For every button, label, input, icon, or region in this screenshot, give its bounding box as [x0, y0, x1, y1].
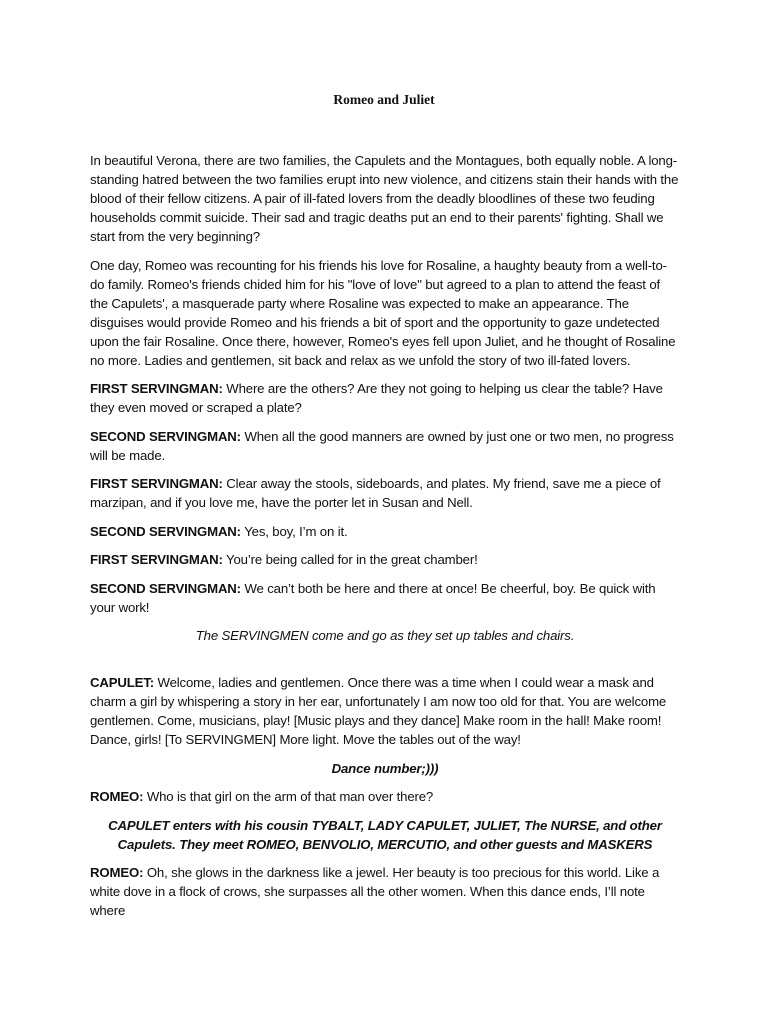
document-body	[90, 151, 680, 930]
dialogue-text: Oh, she glows in the darkness like a jewel. Her beauty is too precious for this world. Like a white dove in a flock of crows, she surpasses all the other women. When this dance ends, I’ll note where	[90, 865, 660, 918]
dialogue-text: When all the good manners are owned by just one or two men, no progress will be made.	[90, 428, 674, 463]
dialogue-line	[90, 474, 680, 512]
intro-paragraph-2: One day, Romeo was recounting for his friends his love for Rosaline, a haughty beauty from a well-to-do family. Romeo's friends chided him for his "love of love" but agreed to a plan to attend the feast of the Capulets', a masquerade party where Rosaline was expected to make an appearance. The disguises would provide Romeo and his friends a bit of sport and the opportunity to gaze undetected upon the fair Rosaline. Once there, however, Romeo's eyes fell upon Juliet, and he thought of Rosaline no more. Ladies and gentlemen, sit back and relax as we unfold the story of two ill-fated lovers.	[90, 257, 676, 368]
dialogue-line	[90, 379, 680, 417]
dialogue-text: We can’t both be here and there at once! Be cheerful, boy. Be quick with your work!	[90, 580, 656, 615]
dialogue-text: Welcome, ladies and gentlemen. Once there was a time when I could wear a mask and charm a girl by whispering a story in her ear, unfortunately I am now too old for that. You are welcome gentlemen. Come, musicians, play! [Music plays and they dance] Make room in the hall! Make room! Dance, girls! [To SERVINGMEN] More light. Move the tables out of the way!	[90, 675, 667, 747]
speaker-name: FIRST SERVINGMAN:	[90, 552, 223, 567]
dialogue-line	[90, 787, 680, 806]
speaker-name: CAPULET:	[90, 675, 155, 690]
stage-direction: Dance number;)))	[331, 760, 439, 776]
dialogue-text: Yes, boy, I’m on it.	[240, 523, 348, 539]
speaker-name: SECOND SERVINGMAN:	[90, 428, 241, 444]
dialogue-line	[90, 427, 680, 465]
dialogue-line	[90, 863, 680, 920]
dialogue-line	[90, 522, 680, 541]
stage-direction: CAPULET enters with his cousin TYBALT, LADY CAPULET, JULIET, The NURSE, and other Capulets. They meet ROMEO, BENVOLIO, MERCUTIO, and other guests and MASKERS	[108, 817, 662, 852]
speaker-name: SECOND SERVINGMAN:	[90, 523, 241, 539]
speaker-name: FIRST SERVINGMAN:	[90, 476, 223, 491]
document-title: Romeo and Juliet	[333, 92, 435, 107]
dialogue-text: Clear away the stools, sideboards, and plates. My friend, save me a piece of marzipan, and if you love me, have the porter let in Susan and Nell.	[90, 476, 661, 510]
intro-paragraph-1: In beautiful Verona, there are two families, the Capulets and the Montagues, both equally noble. A long-standing hatred between the two families erupt into new violence, and citizens stain their hands with the blood of their fellow citizens. A pair of ill-fated lovers from the deadly bloodlines of these two feuding households commit suicide. Their sad and tragic deaths put an end to their parents' fighting. Shall we start from the very beginning?	[90, 153, 679, 244]
speaker-name: SECOND SERVINGMAN:	[90, 580, 241, 596]
speaker-name: ROMEO:	[90, 789, 144, 804]
dialogue-line	[90, 550, 680, 569]
dialogue-line	[90, 579, 680, 617]
dialogue-text: Where are the others? Are they not going to helping us clear the table? Have they even moved or scraped a plate?	[90, 381, 663, 415]
speaker-name: FIRST SERVINGMAN:	[90, 381, 223, 396]
stage-direction: The SERVINGMEN come and go as they set up tables and chairs.	[195, 628, 575, 643]
dialogue-text: You’re being called for in the great chamber!	[222, 552, 478, 567]
dialogue-text: Who is that girl on the arm of that man over there?	[143, 789, 434, 804]
speaker-name: ROMEO:	[90, 865, 144, 880]
dialogue-line	[90, 673, 680, 749]
